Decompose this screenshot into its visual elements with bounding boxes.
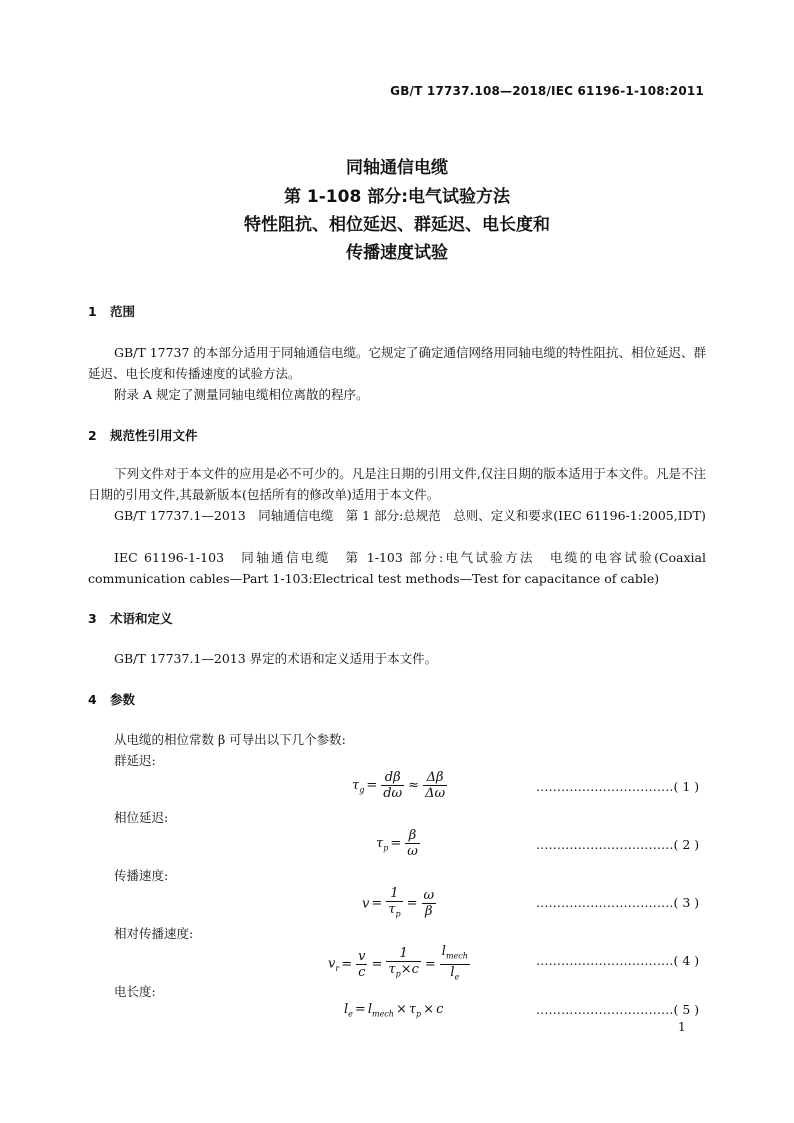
title-line-1: 同轴通信电缆	[346, 158, 448, 178]
section-heading-terms	[88, 609, 173, 627]
section-heading-parameters	[88, 690, 135, 708]
section-number: 3	[88, 611, 97, 626]
reference-item-1	[88, 505, 706, 526]
reference-item-2	[88, 547, 706, 589]
section-heading-scope	[88, 302, 135, 320]
equation-number-3: ……………………………( 3 )	[536, 895, 700, 910]
section-number: 2	[88, 428, 97, 443]
section-title: 范围	[110, 304, 136, 319]
scope-text: GB/T 17737 的本部分适用于同轴通信电缆。它规定了确定通信网络用同轴电缆的特性阻抗、相位延迟、群延迟、电长度和传播速度的试验方法。	[88, 345, 706, 381]
formula-4: $v_r$ = $\frac{v}{c}$ = $\frac{1}{\tau_p\times c}$ = $\frac{l_{mech}}{l_e}$	[328, 944, 468, 982]
parameters-intro	[88, 729, 706, 750]
annex-text: 附录 A 规定了测量同轴电缆相位离散的程序。	[114, 387, 369, 402]
label-propagation-velocity: 传播速度:	[114, 868, 169, 883]
parameters-intro-text: 从电缆的相位常数 β 可导出以下几个参数:	[114, 732, 346, 747]
formula-2: $\tau_p$ = $\frac{\beta}{\omega}$	[376, 828, 418, 859]
section-title: 规范性引用文件	[110, 428, 198, 443]
section-number: 1	[88, 304, 97, 319]
label-group-delay: 群延迟:	[114, 753, 156, 768]
title-line-2: 第 1-108 部分:电气试验方法	[283, 187, 510, 207]
formula-5: $l_e = l_{mech} \times \tau_p \times c$	[344, 1002, 444, 1019]
section-heading-normative-refs	[88, 426, 198, 444]
formula-1: $\tau_g$ = $\frac{d\beta}{d\omega}$ ≈ $\frac{\Delta\beta}{\Delta\omega}$	[352, 770, 446, 801]
section-title: 术语和定义	[110, 611, 173, 626]
scope-paragraph	[88, 342, 706, 384]
equation-number-5: ……………………………( 5 )	[536, 1002, 700, 1017]
terms-paragraph	[88, 648, 706, 669]
label-relative-velocity: 相对传播速度:	[114, 926, 194, 941]
label-electrical-length: 电长度:	[114, 984, 156, 999]
formula-3: v = $\frac{1}{\tau_p}$ = $\frac{\omega}{\beta}$	[362, 886, 435, 920]
standard-code: GB/T 17737.108—2018/IEC 61196-1-108:2011	[390, 84, 704, 98]
equation-number-2: ……………………………( 2 )	[536, 837, 700, 852]
section-title: 参数	[110, 692, 136, 707]
label-phase-delay: 相位延迟:	[114, 810, 169, 825]
title-line-3: 特性阻抗、相位延迟、群延迟、电长度和	[244, 215, 550, 235]
terms-text: GB/T 17737.1—2013 界定的术语和定义适用于本文件。	[114, 651, 438, 666]
refs-intro-text: 下列文件对于本文件的应用是必不可少的。凡是注日期的引用文件,仅注日期的版本适用于本文件。凡是不注日期的引用文件,其最新版本(包括所有的修改单)适用于本文件。	[88, 466, 706, 502]
reference-text-2: IEC 61196-1-103 同轴通信电缆 第 1-103 部分:电气试验方法 电缆的电容试验(Coaxial communication cables—Part 1-103:Electrical test methods—Test for capacitance of cable)	[88, 550, 706, 586]
reference-text-1: GB/T 17737.1—2013 同轴通信电缆 第 1 部分:总规范 总则、定义和要求(IEC 61196-1:2005,IDT)	[114, 508, 706, 523]
equation-number-4: ……………………………( 4 )	[536, 953, 700, 968]
page-number: 1	[678, 1020, 686, 1034]
section-number: 4	[88, 692, 97, 707]
annex-paragraph	[88, 384, 706, 405]
equation-number-1: ……………………………( 1 )	[536, 779, 700, 794]
title-line-4: 传播速度试验	[346, 243, 448, 263]
refs-intro-paragraph	[88, 463, 706, 505]
